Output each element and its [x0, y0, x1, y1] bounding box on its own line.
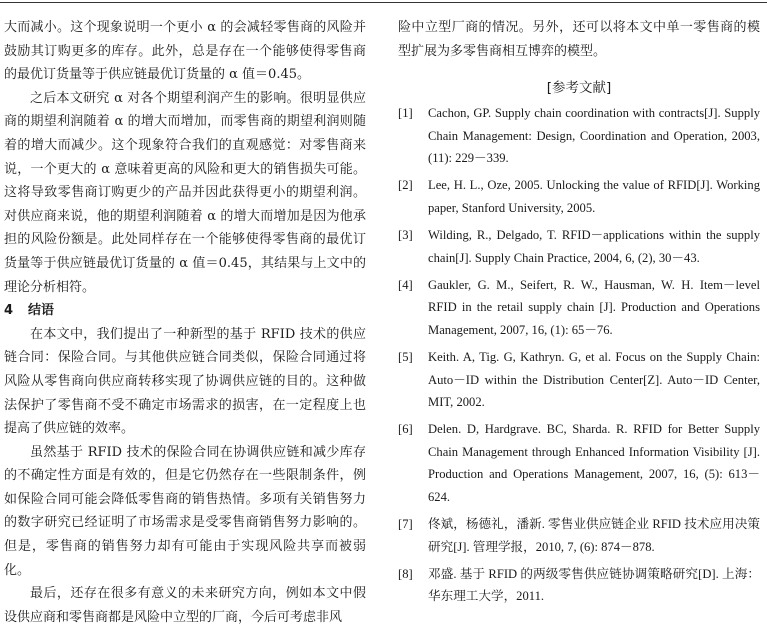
reference-text: Keith. A, Tig. G, Kathryn. G, et al. Focus on the Supply Chain: Auto－ID within the Distribution Center[Z]. Auto－ID Center, MIT, 2002.	[428, 350, 760, 410]
reference-number: [6]	[398, 422, 413, 437]
reference-text: Cachon, GP. Supply chain coordination with contracts[J]. Supply Chain Management: Design, Coordination and Operation, 2003, (11): 229－339.	[428, 106, 760, 165]
reference-text: Lee, H. L., Oze, 2005. Unlocking the value of RFID[J]. Working paper, Stanford University, 2005.	[428, 178, 760, 215]
references-heading: [参考文献]	[546, 80, 612, 97]
reference-item	[398, 513, 760, 558]
paragraph-alpha-profit: 之后本文研究 α 对各个期望利润产生的影响。很明显供应商的期望利润随着 α 的增大而增加，而零售商的期望利润则随着的增大而减少。这个现象符合我们的直观感觉：对零售商来说，一个更大的 α 意味着更高的风险和更大的销售损失可能。这将导致零售商订购更少的产品并因此获得更小的期望利润。对供应商来说，他的期望利润随着 α 的增大而增加是因为他承担的风险份额是。此处同样存在一个能够使得零售商的最优订货量等于供应链最优订货量的 α 值＝0.45，其结果与上文中的理论分析相符。	[4, 90, 366, 295]
reference-text: 佟斌，杨德礼，潘新. 零售业供应链企业 RFID 技术应用决策研究[J]. 管理学报，2010, 7, (6): 874－878.	[428, 517, 760, 554]
reference-item	[398, 418, 760, 508]
paragraph-conclusion-3: 最后，还存在很多有意义的未来研究方向，例如本文中假设供应商和零售商都是风险中立型的厂商，今后可考虑非风	[4, 586, 366, 625]
reference-item	[398, 346, 760, 413]
reference-text: 邓盛. 基于 RFID 的两级零售供应链协调策略研究[D]. 上海：华东理工大学，2011.	[428, 566, 760, 604]
header-rule	[0, 0, 767, 4]
reference-number: [8]	[398, 566, 413, 581]
section-title: 结语	[28, 303, 55, 319]
reference-number: [1]	[398, 106, 413, 121]
paragraph-continued: 大而减小。这个现象说明一个更小 α 的会减轻零售商的风险并鼓励其订购更多的库存。此外，总是存在一个能够使得零售商的最优订货量等于供应链最优订货量的 α 值＝0.45。	[4, 20, 366, 83]
reference-list	[398, 102, 760, 608]
reference-number: [7]	[398, 517, 413, 532]
paragraph-conclusion-1: 在本文中，我们提出了一种新型的基于 RFID 技术的供应链合同：保险合同。与其他供应链合同类似，保险合同通过将风险从零售商向供应商转移实现了协调供应链的目的。这种做法保护了零售商不受不确定市场需求的损害，在一定程度上也提高了供应链的效率。	[4, 326, 366, 437]
reference-text: Delen. D, Hardgrave. BC, Sharda. R. RFID for Better Supply Chain Management through Enhanced Information Visibility [J]. Production and Operations Management, 2007, 16, (5): 613－624.	[428, 422, 760, 504]
reference-number: [3]	[398, 228, 413, 243]
reference-item	[398, 563, 760, 608]
reference-number: [2]	[398, 178, 413, 193]
section-number: 4	[4, 303, 14, 319]
reference-item	[398, 102, 760, 169]
reference-number: [4]	[398, 278, 413, 293]
paragraph-continued-right: 险中立型厂商的情况。另外，还可以将本文中单一零售商的模型扩展为多零售商相互博弈的模型。	[398, 20, 760, 59]
paragraph-conclusion-2: 虽然基于 RFID 技术的保险合同在协调供应链和减少库存的不确定性方面是有效的，但是它仍然存在一些限制条件，例如保险合同可能会降低零售商的销售热情。多项有关销售努力的数字研究已经证明了市场需求是受零售商销售努力影响的。但是，零售商的销售努力却有可能由于实现风险共享而被弱化。	[4, 444, 366, 578]
reference-item	[398, 174, 760, 219]
reference-item	[398, 224, 760, 269]
reference-text: Gaukler, G. M., Seifert, R. W., Hausman, W. H. Item－level RFID in the retail supply chain [J]. Production and Operations Management, 2007, 16, (1): 65－76.	[428, 278, 760, 337]
reference-number: [5]	[398, 350, 413, 365]
right-column	[398, 16, 760, 613]
section-heading-conclusion	[4, 299, 366, 323]
reference-text: Wilding, R., Delgado, T. RFID－applications within the supply chain[J]. Supply Chain Practice, 2004, 6, (2), 30－43.	[428, 228, 760, 265]
reference-item	[398, 274, 760, 341]
left-column	[4, 16, 366, 629]
